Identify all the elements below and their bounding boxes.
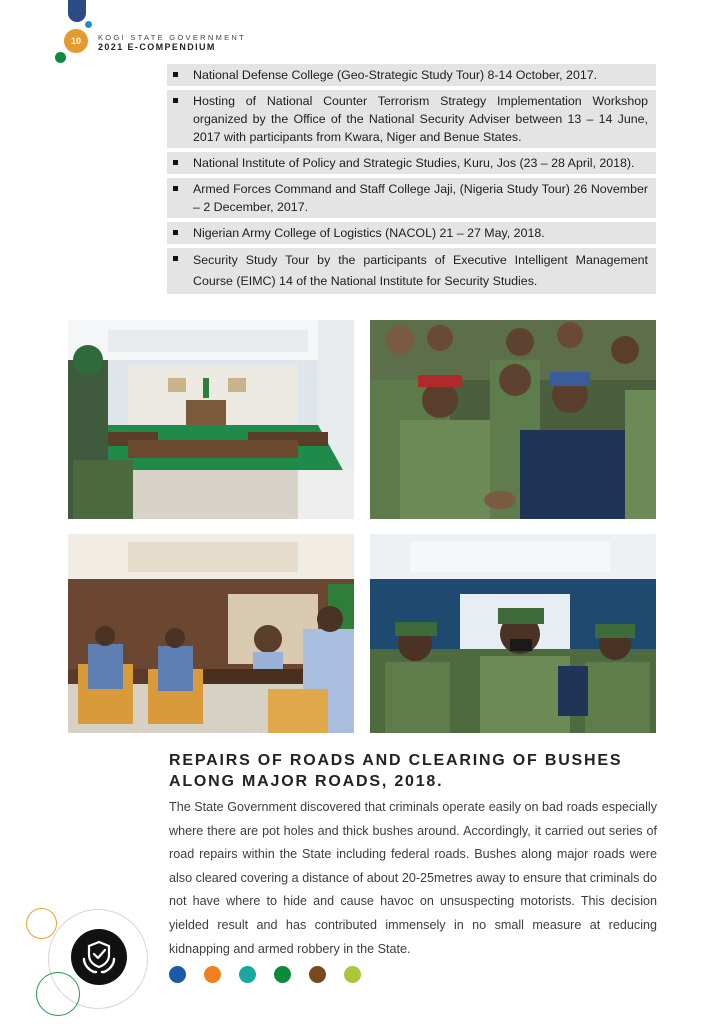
shield-hands-icon xyxy=(71,929,127,985)
section-body: The State Government discovered that criminals operate easily on bad roads especially where there are pot holes and thick bushes around. Accordingly, it carried out series of road repairs within the State including federal roads. Bushes along major roads were also cleared covering a distance of about 20-25metres away to ensure that criminals do not have where to hide and cause havoc on unsuspecting motorists. This decision yielded result and has contributed immensely in no small measure at reducing kidnapping and armed robbery in the State. xyxy=(169,800,657,956)
page-number: 10 xyxy=(64,29,88,53)
header-dot-decoration xyxy=(55,52,66,63)
list-item: Security Study Tour by the participants of Executive Intelligent Management Course (EIMC) 14 of the National Institute for Security Studies. xyxy=(167,248,656,294)
list-item: Armed Forces Command and Staff College Jaji, (Nigeria Study Tour) 26 November – 2 December, 2017. xyxy=(167,178,656,218)
list-item: National Defense College (Geo-Strategic Study Tour) 8-14 October, 2017. xyxy=(167,64,656,86)
bullet-square-icon xyxy=(173,256,178,261)
bullet-square-icon xyxy=(173,186,178,191)
photo-police-meeting xyxy=(68,534,354,733)
header-tab-decoration xyxy=(68,0,86,22)
color-dot xyxy=(169,966,186,983)
bullet-square-icon xyxy=(173,160,178,165)
bullet-square-icon xyxy=(173,72,178,77)
bullet-square-icon xyxy=(173,98,178,103)
photo-handshake xyxy=(370,320,656,519)
publication-title: 2021 E-COMPENDIUM xyxy=(98,42,216,52)
study-tour-list xyxy=(167,64,656,298)
photo-seated-officers xyxy=(370,534,656,733)
header-dot-decoration xyxy=(85,21,92,28)
decorative-ring xyxy=(36,972,80,1016)
list-item: National Institute of Policy and Strategic Studies, Kuru, Jos (23 – 28 April, 2018). xyxy=(167,152,656,174)
list-item: Hosting of National Counter Terrorism Strategy Implementation Workshop organized by the Office of the National Security Adviser between 13 – 14 June, 2017 with participants from Kwara, Niger and Benue States. xyxy=(167,90,656,148)
color-dot xyxy=(274,966,291,983)
color-dot xyxy=(344,966,361,983)
bullet-square-icon xyxy=(173,230,178,235)
publication-org: KOGI STATE GOVERNMENT xyxy=(98,33,247,42)
list-item: Nigerian Army College of Logistics (NACOL) 21 – 27 May, 2018. xyxy=(167,222,656,244)
section-title: REPAIRS OF ROADS AND CLEARING OF BUSHES ALONG MAJOR ROADS, 2018. xyxy=(169,752,623,790)
color-dot xyxy=(309,966,326,983)
color-dot xyxy=(204,966,221,983)
color-dot xyxy=(239,966,256,983)
photo-conference-room xyxy=(68,320,354,519)
decorative-ring xyxy=(26,908,57,939)
